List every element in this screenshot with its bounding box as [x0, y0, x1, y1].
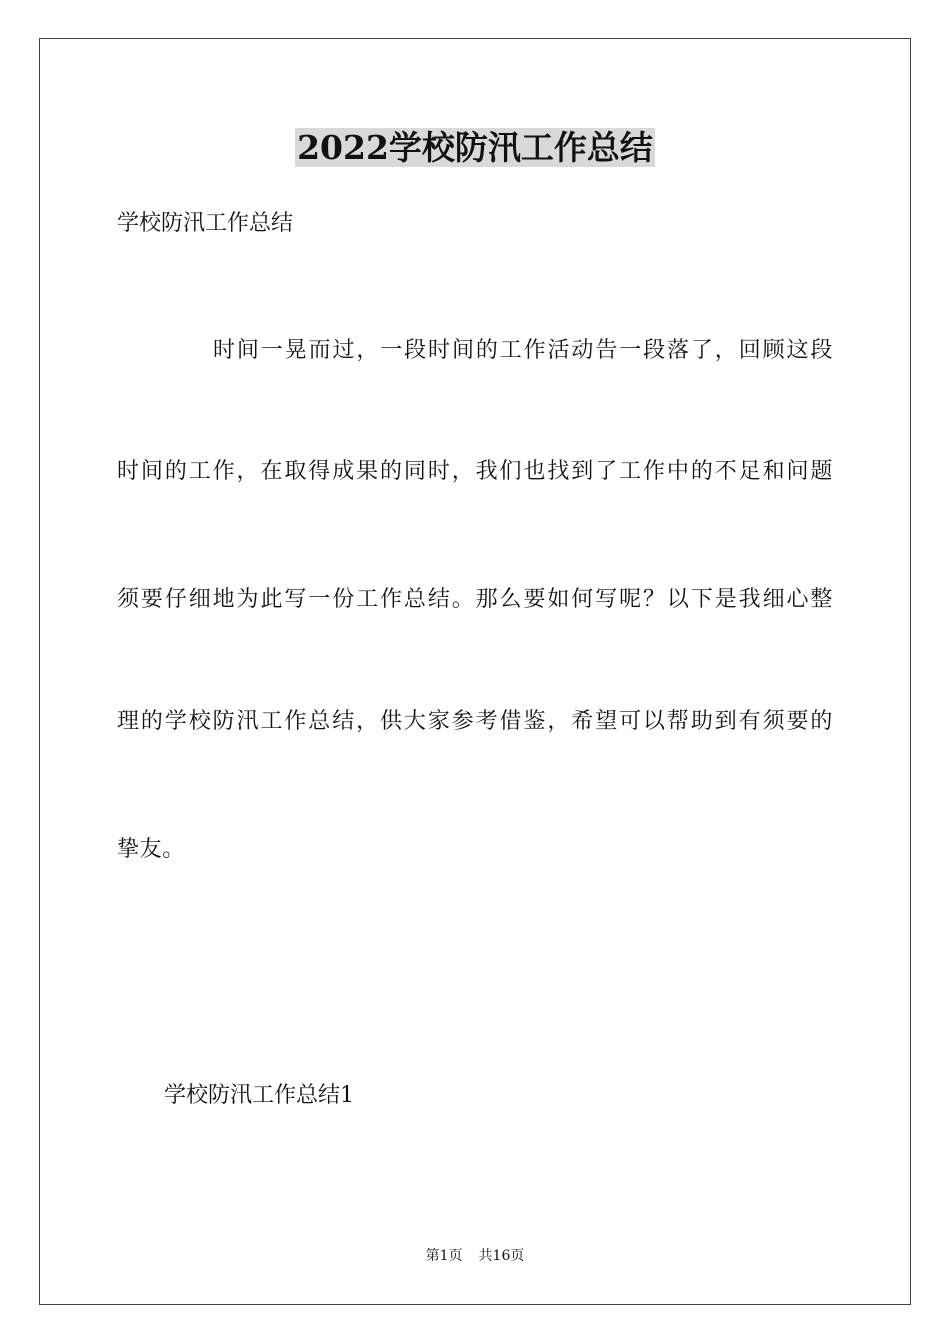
paragraph-line-2: 时间的工作，在取得成果的同时，我们也找到了工作中的不足和问题: [117, 459, 833, 484]
paragraph-line-3: 须要仔细地为此写一份工作总结。那么要如何写呢？以下是我细心整: [117, 587, 833, 612]
paragraph-line-1: 时间一晃而过，一段时间的工作活动告一段落了，回顾这段: [213, 338, 833, 363]
page-footer: [0, 1246, 950, 1266]
document-title: [0, 126, 950, 170]
document-title-text: 2022学校防汛工作总结: [297, 128, 653, 167]
paragraph-line-5: 挚友。: [117, 837, 185, 862]
document-subtitle: 学校防汛工作总结: [117, 211, 294, 236]
section-heading: 学校防汛工作总结1: [164, 1083, 354, 1108]
paragraph-line-4: 理的学校防汛工作总结，供大家参考借鉴，希望可以帮助到有须要的: [117, 709, 833, 734]
page-total: 共16页: [478, 1248, 525, 1264]
page-number: 第1页: [425, 1248, 463, 1264]
